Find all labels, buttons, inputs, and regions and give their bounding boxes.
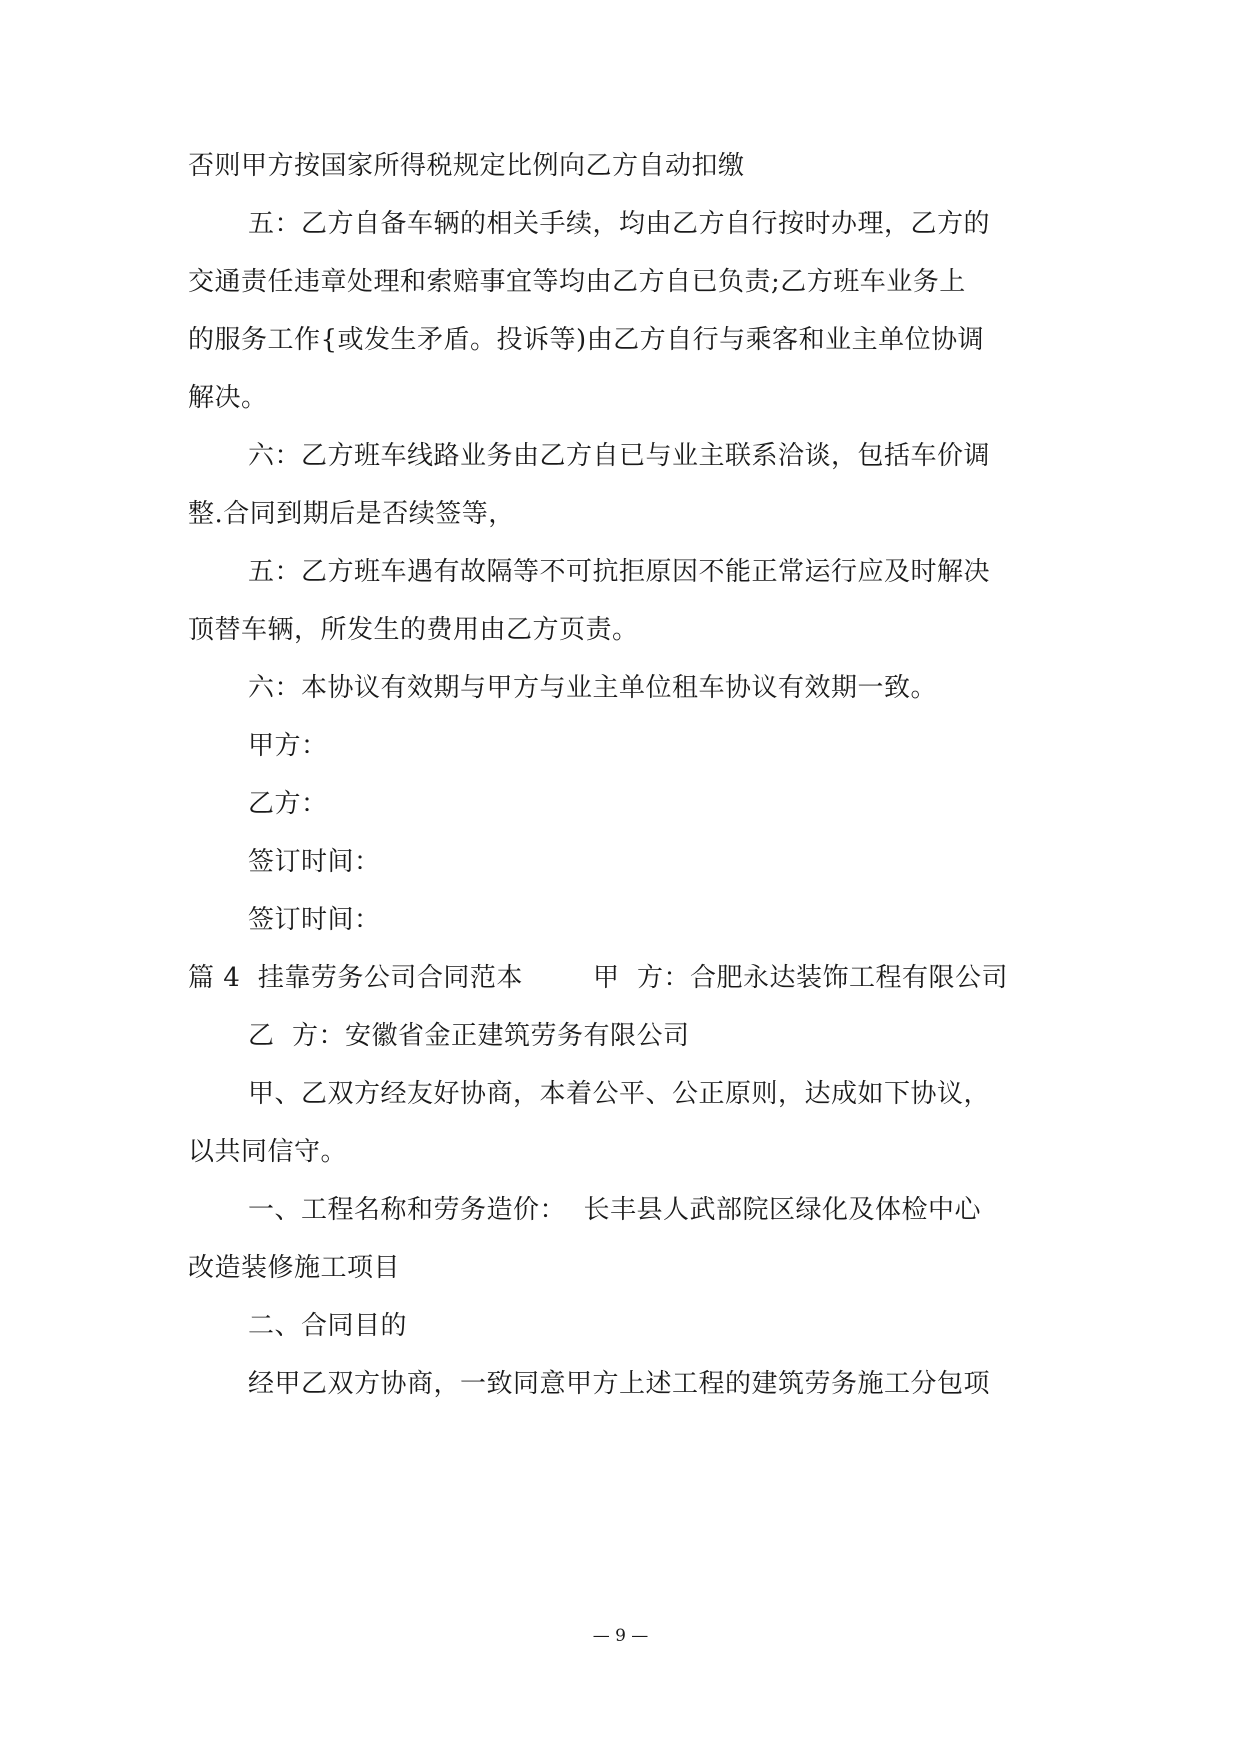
text-line: 乙 方：安徽省金正建筑劳务有限公司: [248, 1021, 690, 1051]
signature-label-party-a: 甲方：: [248, 731, 328, 761]
page-number: — 9 —: [592, 1626, 649, 1646]
text-line: 否则甲方按国家所得税规定比例向乙方自动扣缴: [188, 151, 745, 181]
text-line: 的服务工作{或发生矛盾。投诉等)由乙方自行与乘客和业主单位协调: [188, 325, 985, 355]
section-heading: 篇 4 挂靠劳务公司合同范本 甲 方：合肥永达装饰工程有限公司: [188, 963, 1008, 993]
text-line: 六：本协议有效期与甲方与业主单位租车协议有效期一致。: [248, 673, 938, 703]
text-line: 整.合同到期后是否续签等，: [188, 499, 515, 529]
text-line: 五：乙方班车遇有故隔等不可抗拒原因不能正常运行应及时解决: [248, 557, 991, 587]
text-line: 顶替车辆，所发生的费用由乙方页责。: [188, 615, 639, 645]
text-line: 改造装修施工项目: [188, 1253, 401, 1283]
signing-date-label: 签订时间：: [248, 847, 381, 877]
text-line: 甲、乙双方经友好协商，本着公平、公正原则，达成如下协议，: [248, 1079, 991, 1109]
text-line: 交通责任违章处理和索赔事宜等均由乙方自已负责;乙方班车业务上: [188, 267, 966, 297]
text-line: 以共同信守。: [188, 1137, 348, 1167]
text-line: 二、合同目的: [248, 1311, 408, 1341]
signing-date-label: 签订时间：: [248, 905, 381, 935]
text-line: 六：乙方班车线路业务由乙方自已与业主联系洽谈，包括车价调: [248, 441, 991, 471]
text-line: 经甲乙双方协商，一致同意甲方上述工程的建筑劳务施工分包项: [248, 1369, 991, 1399]
text-line: 解决。: [188, 383, 268, 413]
signature-label-party-b: 乙方：: [248, 789, 328, 819]
text-line: 五：乙方自备车辆的相关手续，均由乙方自行按时办理，乙方的: [248, 209, 991, 239]
text-line: 一、工程名称和劳务造价： 长丰县人武部院区绿化及体检中心: [248, 1195, 982, 1225]
